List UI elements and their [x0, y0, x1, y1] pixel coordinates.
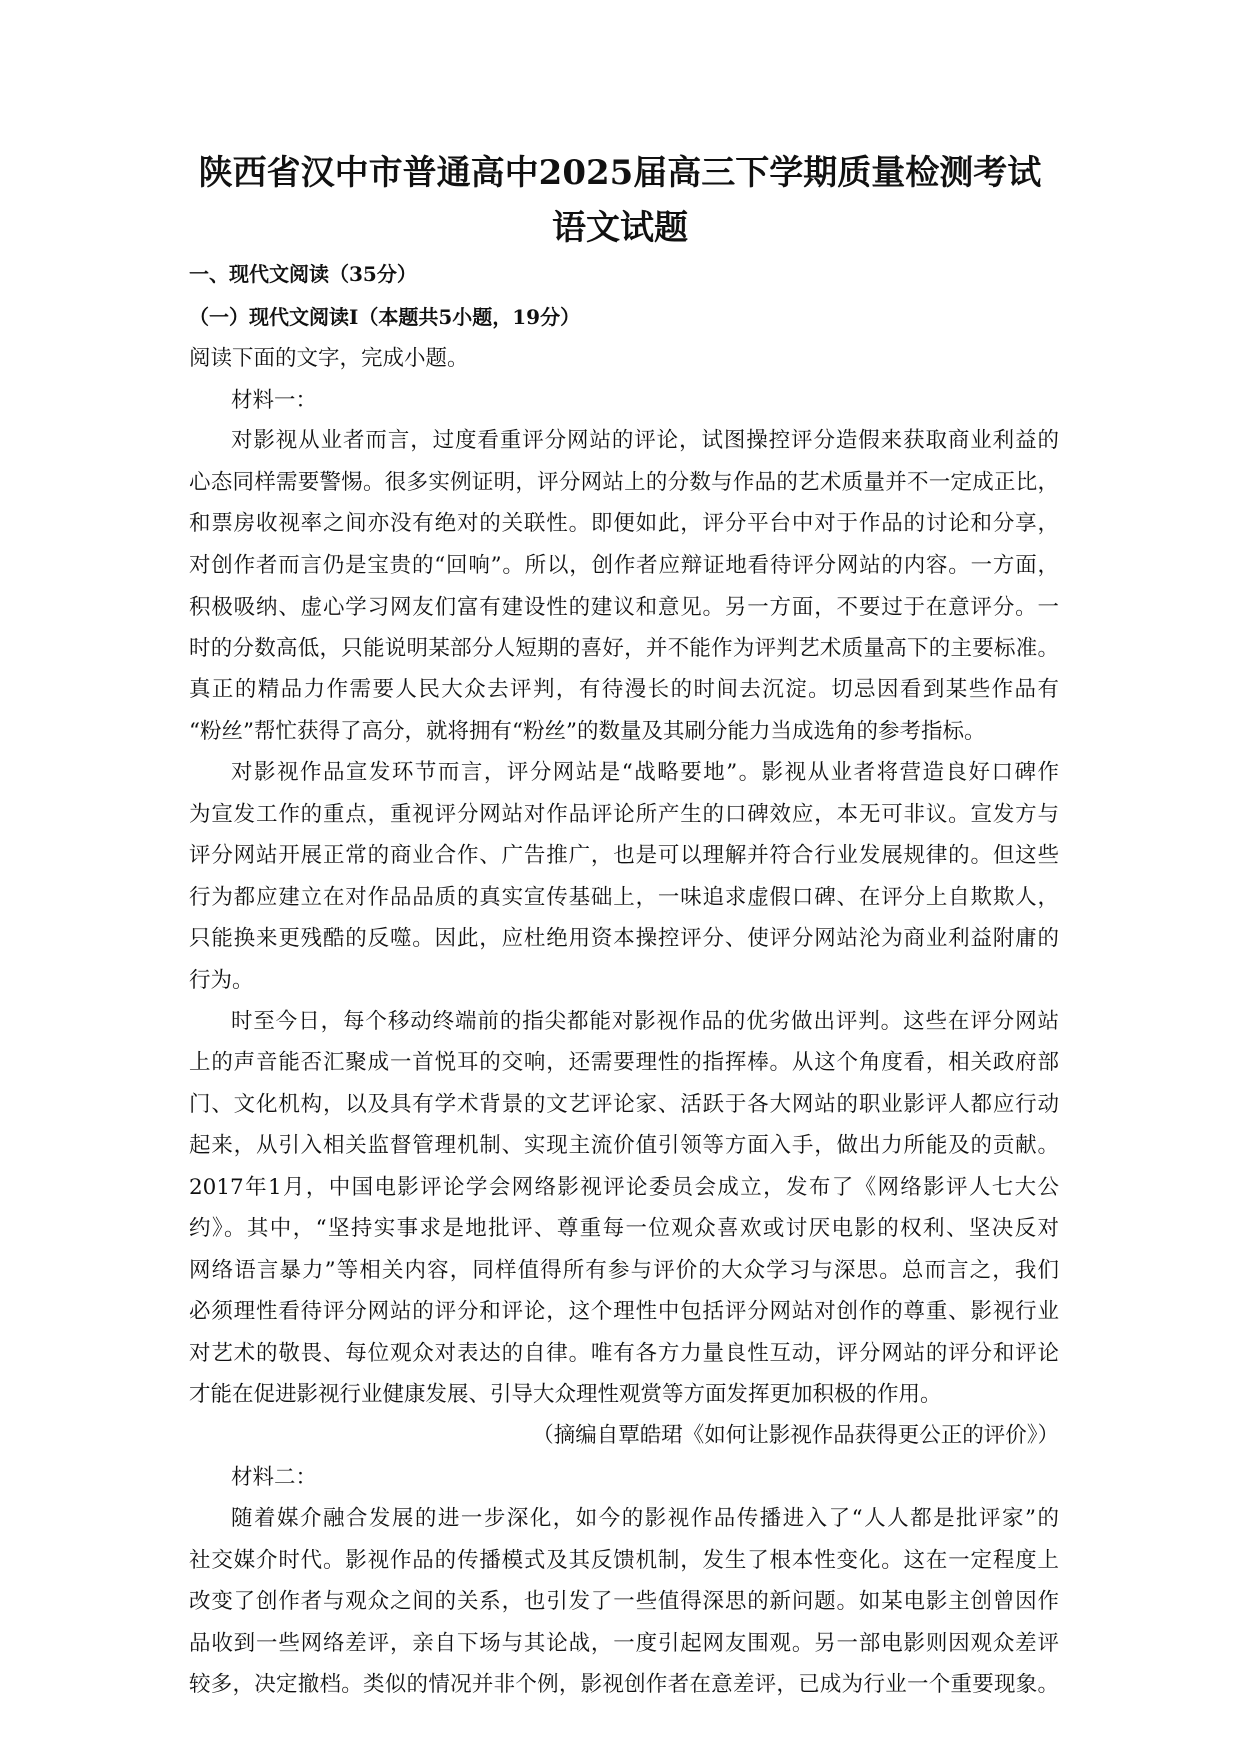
material1-p2-line5: 只能换来更残酷的反噬。因此，应杜绝用资本操控评分、使评分网站沦为商业利益附庸的 — [189, 926, 1059, 951]
material1-p1-line5: 积极吸纳、虚心学习网友们富有建设性的建议和意见。另一方面，不要过于在意评分。一 — [189, 595, 1059, 620]
material1-p3-line1: 时至今日，每个移动终端前的指尖都能对影视作品的优劣做出评判。这些在评分网站 — [231, 1009, 1059, 1034]
material1-p3-line10: 才能在促进影视行业健康发展、引导大众理性观赏等方面发挥更加积极的作用。 — [189, 1382, 942, 1407]
material1-p1-line6: 时的分数高低，只能说明某部分人短期的喜好，并不能作为评判艺术质量高下的主要标准。 — [189, 636, 1059, 661]
material1-p3-line8: 必须理性看待评分网站的评分和评论，这个理性中包括评分网站对创作的尊重、影视行业 — [189, 1299, 1059, 1324]
material1-p1-line4: 对创作者而言仍是宝贵的“回响”。所以，创作者应辩证地看待评分网站的内容。一方面， — [189, 553, 1059, 578]
material1-p1-line2: 心态同样需要警惕。很多实例证明，评分网站上的分数与作品的艺术质量并不一定成正比， — [189, 470, 1059, 495]
material1-p2-line6: 行为。 — [189, 968, 254, 993]
material1-p2-line3: 评分网站开展正常的商业合作、广告推广，也是可以理解并符合行业发展规律的。但这些 — [189, 843, 1059, 868]
material1-p3-line3: 门、文化机构，以及具有学术背景的文艺评论家、活跃于各大网站的职业影评人都应行动 — [189, 1092, 1059, 1117]
material2-p1-line3: 改变了创作者与观众之间的关系，也引发了一些值得深思的新问题。如某电影主创曾因作 — [189, 1589, 1059, 1614]
material1-p1-line3: 和票房收视率之间亦没有绝对的关联性。即便如此，评分平台中对于作品的讨论和分享， — [189, 511, 1059, 536]
section-heading: 一、现代文阅读（35分） — [189, 262, 417, 286]
subsection-heading: （一）现代文阅读I（本题共5小题，19分） — [189, 305, 581, 329]
instruction-text: 阅读下面的文字，完成小题。 — [189, 346, 469, 371]
material1-p3-line6: 约》。其中，“坚持实事求是地批评、尊重每一位观众喜欢或讨厌电影的权利、坚决反对 — [189, 1216, 1059, 1241]
material2-label: 材料二： — [231, 1465, 318, 1490]
material1-p3-line9: 对艺术的敬畏、每位观众对表达的自律。唯有各方力量良性互动，评分网站的评分和评论 — [189, 1341, 1059, 1366]
exam-title-line2: 语文试题 — [552, 208, 688, 248]
material1-p3-line2: 上的声音能否汇聚成一首悦耳的交响，还需要理性的指挥棒。从这个角度看，相关政府部 — [189, 1050, 1059, 1075]
material2-p1-line1: 随着媒介融合发展的进一步深化，如今的影视作品传播进入了“人人都是批评家”的 — [231, 1506, 1059, 1531]
material1-p1-line1: 对影视从业者而言，过度看重评分网站的评论，试图操控评分造假来获取商业利益的 — [231, 428, 1059, 453]
material1-p1-line8: “粉丝”帮忙获得了高分，就将拥有“粉丝”的数量及其刷分能力当成选角的参考指标。 — [189, 719, 986, 744]
material1-p3-line4: 起来，从引入相关监督管理机制、实现主流价值引领等方面入手，做出力所能及的贡献。 — [189, 1133, 1059, 1158]
material1-source: （摘编自覃皓珺《如何让影视作品获得更公正的评价》） — [532, 1423, 1059, 1448]
material2-p1-line4: 品收到一些网络差评，亲自下场与其论战，一度引起网友围观。另一部电影则因观众差评 — [189, 1631, 1059, 1656]
material1-p1-line7: 真正的精品力作需要人民大众去评判，有待漫长的时间去沉淀。切忌因看到某些作品有 — [189, 677, 1059, 702]
material1-p3-line5: 2017年1月，中国电影评论学会网络影视评论委员会成立，发布了《网络影评人七大公 — [189, 1175, 1059, 1200]
material1-p2-line4: 行为都应建立在对作品品质的真实宣传基础上，一味追求虚假口碑、在评分上自欺欺人， — [189, 885, 1059, 910]
material2-p1-line2: 社交媒介时代。影视作品的传播模式及其反馈机制，发生了根本性变化。这在一定程度上 — [189, 1548, 1059, 1573]
exam-title-line1: 陕西省汉中市普通高中2025届高三下学期质量检测考试 — [198, 153, 1042, 193]
material1-p3-line7: 网络语言暴力”等相关内容，同样值得所有参与评价的大众学习与深思。总而言之，我们 — [189, 1258, 1059, 1283]
material1-p2-line2: 为宣发工作的重点，重视评分网站对作品评论所产生的口碑效应，本无可非议。宣发方与 — [189, 802, 1059, 827]
material2-p1-line5: 较多，决定撤档。类似的情况并非个例，影视创作者在意差评，已成为行业一个重要现象。 — [189, 1672, 1059, 1697]
material1-label: 材料一： — [231, 388, 318, 413]
material1-p2-line1: 对影视作品宣发环节而言，评分网站是“战略要地”。影视从业者将营造良好口碑作 — [231, 760, 1059, 785]
